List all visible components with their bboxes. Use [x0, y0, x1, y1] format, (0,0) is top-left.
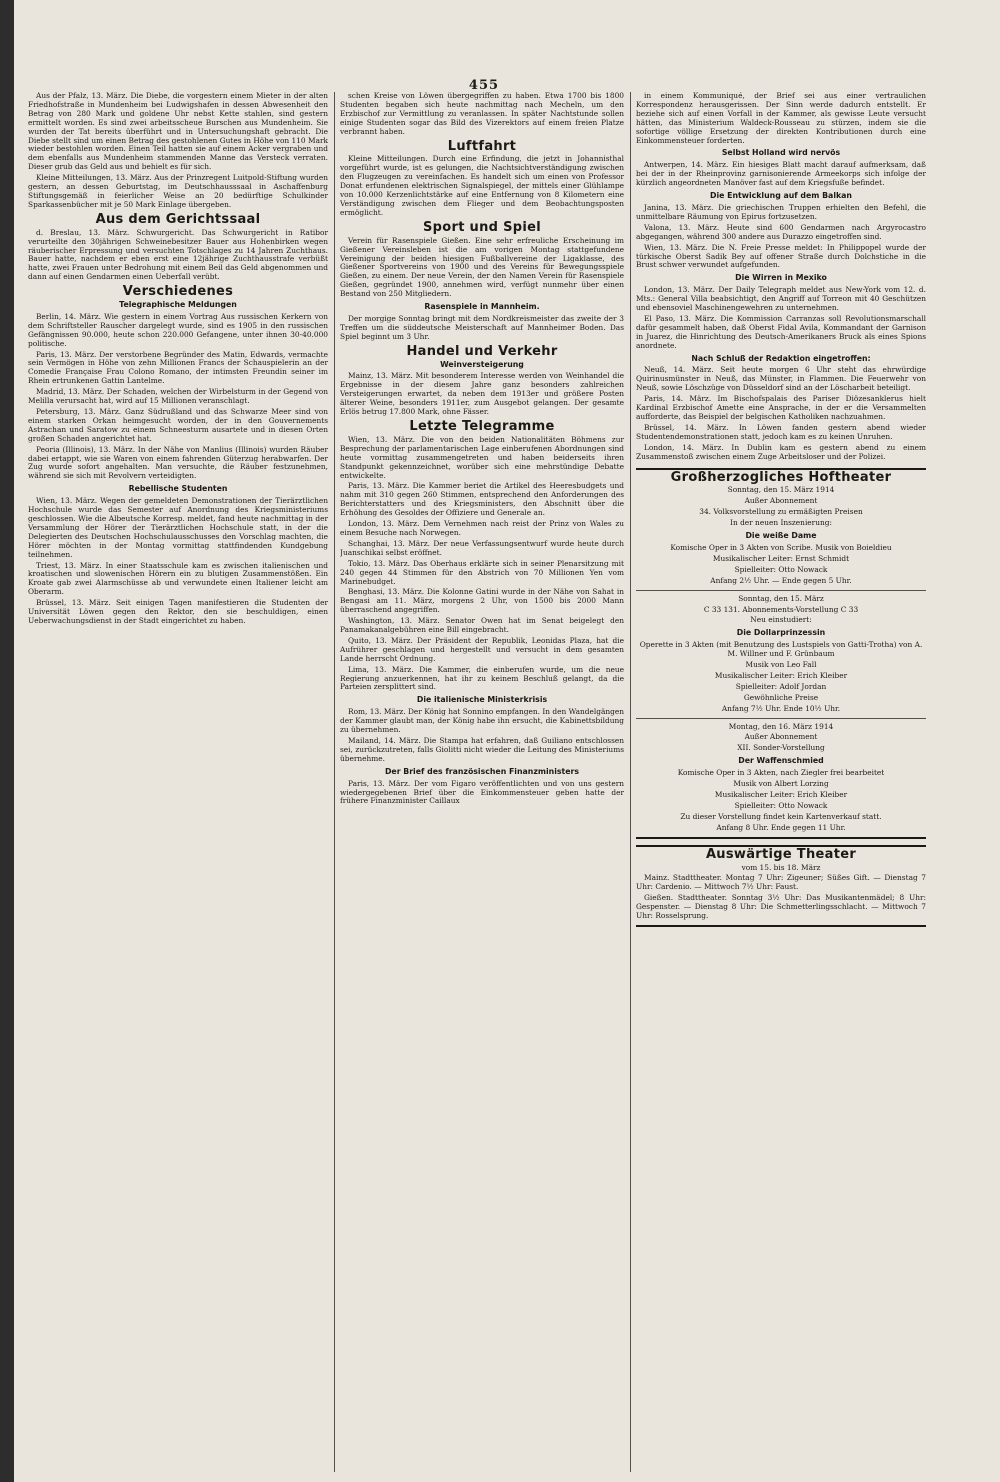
subheading-rebellische-studenten: Rebellische Studenten: [128, 484, 228, 494]
theater-line: XII. Sonder-Vorstellung: [737, 743, 825, 753]
theater-line: Außer Abonnement: [744, 732, 818, 742]
article-neuss: Neuß, 14. März. Seit heute morgen 6 Uhr steht das ehrwürdige Quirinusmünster in Neuß, das Münster, in Flammen. Die Feuerwehr von Neuß, sowie Löschzüge von Düsseldorf sind an der Löscharbeit beteiligt.: [636, 365, 926, 393]
article-paris-tel: Paris, 13. März. Die Kammer beriet die Artikel des Heeresbudgets und nahm mit 310 gegen 260 Stimmen, entsprechend den Anforderungen des Berichterstatters und des Kriegsministers, den Abschnitt über die Erhöhung des Gesoldes der Offiziere und Generale an.: [340, 481, 624, 518]
theater-line: Musik von Leo Fall: [745, 660, 817, 670]
section-heading-handel: Handel und Verkehr: [406, 343, 558, 359]
article-bruessel: Brüssel, 13. März. Seit einigen Tagen manifestieren die Studenten der Universität Löwen gegen den Rektor, den sie beschuldigen, einen Ueberwachungsdienst in der Stadt eingerichtet zu haben.: [28, 598, 328, 625]
newspaper-page: [14, 0, 1000, 1482]
subheading-brief-finanzminister: Der Brief des französischen Finanzministers: [384, 766, 580, 776]
divider: [636, 718, 926, 719]
article-loewen-cont: schen Kreise von Löwen übergegriffen zu haben. Etwa 1700 bis 1800 Studenten begaben sich heute nachmittag nach Mecheln, um den Erzbischof zur Vermittlung zu veranlassen. In später Nachtstunde sollen einige Studenten sogar das Bild des Vizerektors auf einem freien Platze verbrannt haben.: [340, 92, 624, 136]
theater-line: Spielleiter: Otto Nowack: [734, 800, 828, 810]
play-title: Die weiße Dame: [745, 531, 817, 541]
article-breslau: d. Breslau, 13. März. Schwurgericht. Das Schwurgericht in Ratibor verurteilte den 30jährigen Schweinebesitzer Bauer aus Hohenbirken wegen räuberischer Erpressung und versuchten Totschlages zu 14 Jahren Zuchthaus. Bauer hatte, nachdem er eben erst eine 12jährige Zuchthausstrafe verbüßt hatte, zwei Frauen unter Bedrohung mit einem Beil das Geld abgenommen und dann auf einen Gendarmen einen Ueberfall verübt.: [28, 227, 328, 282]
theater-line: Gewöhnliche Preise: [743, 692, 819, 702]
article-london-dublin: London, 14. März. In Dublin kam es gestern abend zu einem Zusammenstoß zwischen einem Zuge Arbeitsloser und der Polizei.: [636, 442, 926, 461]
theater-line: Neu einstudiert:: [750, 615, 812, 625]
article-lima: Lima, 13. März. Die Kammer, die einberufen wurde, um die neue Regierung anzuerkennen, hat ihr zu keinem Beschluß gelangt, da die Parteien zersplittert sind.: [340, 664, 624, 692]
column-divider-right: [630, 92, 631, 1472]
subheading-italienische-ministerkrisis: Die italienische Ministerkrisis: [416, 695, 548, 705]
section-heading-sport: Sport und Spiel: [423, 219, 541, 235]
column-left: [28, 92, 328, 1472]
theater-line: Operette in 3 Akten (mit Benutzung des Lustspiels von Gatti-Trotha) von A. M. Willner und F. Grünbaum: [639, 640, 923, 659]
section-heading-verschiedenes: Verschiedenes: [122, 284, 234, 300]
subheading-telegraphische-meldungen: Telegraphische Meldungen: [119, 300, 237, 310]
article-triest: Triest, 13. März. In einer Staatsschule kam es zwischen italienischen und kroatischen und slowenischen Hörern ein zu blutigen Zusammenstößen. Ein Kroate gab zwei Alarmschüsse ab und verwundete einen Italiener leicht am Oberarm.: [28, 560, 328, 597]
article-london-mexiko: London, 13. März. Der Daily Telegraph meldet aus New-York vom 12. d. Mts.: General Villa beabsichtigt, den Angriff auf Torreon mit 40 Geschützen und ebensoviel Maschinengewehren zu unternehmen.: [636, 285, 926, 313]
article-quito: Quito, 13. März. Der Präsident der Republik, Leonidas Plaza, hat die Aufrührer geschlagen und hergestellt und versucht in dem gesamten Lande herrscht Ordnung.: [340, 635, 624, 663]
theater-line: Anfang 2½ Uhr. — Ende gegen 5 Uhr.: [710, 575, 852, 585]
article-paris-kardinal: Paris, 14. März. Im Bischofspalais des Pariser Diözesanklerus hielt Kardinal Erzbischof Amette eine Ansprache, in der er die Versammelten aufforderte, das Beispiel der belgischen Katholiken nachzuahmen.: [636, 394, 926, 421]
theater-line: Montag, den 16. März 1914: [728, 721, 834, 731]
article-london-tel: London, 13. März. Dem Vernehmen nach reist der Prinz von Wales zu einem Besuche nach Norwegen.: [340, 519, 624, 537]
article-peoria: Peoria (Illinois), 13. März. In der Nähe von Manlius (Illinois) wurden Räuber dabei ertappt, wie sie Waren von einem fahrenden Güterzug herabwarfen. Der Zug wurde sofort angehalten. Man versuchte, die Räuber festzunehmen, während sie sich mit Revolvern verteidigten.: [28, 444, 328, 481]
article-antwerpen: Antwerpen, 14. März. Ein hiesiges Blatt macht darauf aufmerksam, daß bei der in der Rheinprovinz garnisonierende Armeekorps sich infolge der kürzlich angeordneten Manöver fast auf dem Kriegsfuße befindet.: [636, 160, 926, 188]
article-mainz-wein: Mainz, 13. März. Mit besonderem Interesse werden von Weinhandel die Ergebnisse in der diesem Jahre ganz besonders zahlreichen Versteigerungen erwartet, da neben dem 1913er und größere Posten älterer Weine, besonders 1911er, zum Ausgebot gelangen. Der gesamte Erlös betrug 17.800 Mark, ohne Fässer.: [340, 371, 624, 417]
article-tokio: Tokio, 13. März. Das Oberhaus erklärte sich in seiner Plenarsitzung mit 240 gegen 44 Stimmen für den Abstrich von 70 Millionen Yen vom Marinebudget.: [340, 558, 624, 586]
column-middle: [340, 92, 624, 1472]
article-bruessel-loewen: Brüssel, 14. März. In Löwen fanden gestern abend wieder Studentendemonstrationen statt, jedoch kam es zu keinen Unruhen.: [636, 422, 926, 441]
article-schanghai: Schanghai, 13. März. Der neue Verfassungsentwurf wurde heute durch Juanschikai selbst eröffnet.: [340, 538, 624, 557]
article-berlin: Berlin, 14. März. Wie gestern in einem Vortrag Aus russischen Kerkern von dem Schriftsteller Rauscher dargelegt wurde, sind es 1905 in den russischen Gefängnissen 90.000, heute schon 220.000 Gefangene, unter ihnen 30-40.000 politische.: [28, 311, 328, 348]
article-valona: Valona, 13. März. Heute sind 600 Gendarmen nach Argyrocastro abgegangen, während 300 andere aus Durazzo eingetroffen sind.: [636, 222, 926, 241]
article-janina: Janina, 13. März. Die griechischen Truppen erhielten den Befehl, die unmittelbare Räumung von Epirus fortzusetzen.: [636, 202, 926, 221]
article-washington: Washington, 13. März. Senator Owen hat im Senat beigelegt den Panamakanalgebühren eine Bill eingebracht.: [340, 616, 624, 635]
article-paris-figaro: Paris, 13. März. Der vom Figaro veröffentlichten und von uns gestern wiedergegebenen Brief über die Einkommensteuer geben hatte der frühere Finanzminister Caillaux: [340, 778, 624, 806]
auswaertige-theater-title: Auswärtige Theater: [705, 846, 857, 862]
auswaertig-line: Mainz. Stadttheater. Montag 7 Uhr: Zigeuner; Süßes Gift. — Dienstag 7 Uhr: Cardenio. — Mittwoch 7½ Uhr: Faust.: [636, 873, 926, 892]
article-madrid: Madrid, 13. März. Der Schaden, welchen der Wirbelsturm in der Gegend von Melilla verursacht hat, wird auf 15 Millionen veranschlagt.: [28, 387, 328, 406]
divider: [636, 590, 926, 591]
article-rom: Rom, 13. März. Der König hat Sonnino empfangen. In den Wandelgängen der Kammer glaubt man, der König habe ihn ersucht, die Kabinettsbildung zu übernehmen.: [340, 707, 624, 735]
column-divider-left: [334, 92, 335, 1472]
section-heading-luftfahrt: Luftfahrt: [447, 138, 517, 154]
theater-line: Anfang 7½ Uhr. Ende 10½ Uhr.: [721, 703, 841, 713]
article-pfalz: Aus der Pfalz, 13. März. Die Diebe, die vorgestern einem Mieter in der alten Friedhofstraße in Mundenheim bei Ludwigshafen in dessen Abwesenheit den Betrag von 280 Mark und goldene Uhr nebst Kette stahlen, sind gestern ermittelt worden. Es sind zwei arbeitsscheue Burschen aus Mundenheim. Sie wurden der Tat bereits überführt und in Untersuchungshaft gebracht. Die Diebe stellt sind um einen Betrag des gestohlenen Gutes in Höhe von 110 Mark wieder bestohlen worden. Einen Teil hatten sie auf einem Acker vergraben und dem ebenfalls aus Mundenheim stammenden Manne das Versteck verraten. Dieser grub das Geld aus und behielt es für sich.: [28, 92, 328, 172]
auswaertige-theater: [636, 845, 926, 927]
theater-line: Komische Oper in 3 Akten von Scribe. Musik von Boieldieu: [670, 542, 892, 552]
theater-line: Musikalischer Leiter: Ernst Schmidt: [712, 553, 850, 563]
theater-line: Musikalischer Leiter: Erich Kleiber: [714, 670, 848, 680]
column-right: [636, 92, 926, 1472]
subheading-holland: Selbst Holland wird nervös: [721, 148, 841, 158]
subheading-mexiko: Die Wirren in Mexiko: [735, 273, 827, 283]
theater-line: Sonntag, den 15. März: [738, 593, 824, 603]
section-heading-gerichtssaal: Aus dem Gerichtssaal: [95, 211, 261, 227]
play-title: Der Waffenschmied: [738, 756, 824, 766]
theater-line: Anfang 8 Uhr. Ende gegen 11 Uhr.: [716, 822, 846, 832]
article-luft-mitteilungen: Kleine Mitteilungen. Durch eine Erfindung, die jetzt in Johannisthal vorgeführt wurde, ist es gelungen, die Nachtsichtverständigung zwischen den Flugzeugen zu vereinfachen. Es handelt sich um einen von Professor Donat erfundenen elektrischen Signalspiegel, der mittels einer Glühlampe von 10.000 Kerzenlichtstärke auf eine Entfernung von 8 Kilometern eine Verständigung zwischen dem Flieger und dem Beobachtungsposten ermöglicht.: [340, 154, 624, 217]
hoftheater-title: Großherzogliches Hoftheater: [670, 469, 892, 485]
article-rasenspiele-giessen: Verein für Rasenspiele Gießen. Eine sehr erfreuliche Erscheinung im Gießener Vereinsleben ist die am vorigen Montag stattgefundene Vereinigung der beiden hiesigen Fußballvereine der Ligaklasse, des Gießener Sportvereins von 1900 und des Vereins für Bewegungsspiele Gießen, zu einem. Der neue Verein, der den Namen Verein für Rasenspiele Gießen, gegründet 1900, annehmen wird, verfügt nunmehr über einen Bestand von 250 Mitgliedern.: [340, 235, 624, 299]
hoftheater-announcement: [636, 468, 926, 839]
theater-line: Spielleiter: Adolf Jordan: [735, 681, 827, 691]
auswaertig-line: Gießen. Stadttheater. Sonntag 3½ Uhr: Das Musikantenmädel; 8 Uhr: Gespenster. — Dienstag 8 Uhr: Die Schmetterlingsschlacht. — Mittwoch 7 Uhr: Rosselsprung.: [636, 893, 926, 921]
theater-line: 34. Volksvorstellung zu ermäßigten Preisen: [699, 507, 863, 517]
auswaertig-line: vom 15. bis 18. März: [741, 862, 821, 872]
article-benghasi: Benghasi, 13. März. Die Kolonne Gatini wurde in der Nähe von Sahat in Bengasi am 11. März, morgens 2 Uhr, von 1500 bis 2000 Mann überraschend angegriffen.: [340, 587, 624, 615]
subheading-rasenspiele-mannheim: Rasenspiele in Mannheim.: [424, 302, 540, 312]
article-mannheim: Der morgige Sonntag bringt mit dem Nordkreismeister das zweite der 3 Treffen um die süddeutsche Meisterschaft auf Mannheimer Boden. Das Spiel beginnt um 3 Uhr.: [340, 313, 624, 341]
article-wien-balkan: Wien, 13. März. Die N. Freie Presse meldet: In Philippopel wurde der türkische Oberst Sadik Bey auf offener Straße durch Dolchstiche in die Brust schwer verwundet aufgefunden.: [636, 242, 926, 270]
theater-line: Sonntag, den 15. März 1914: [727, 485, 835, 495]
article-kommunique: in einem Kommuniqué, der Brief sei aus einer vertraulichen Korrespondenz herausgerissen. Der Sinn werde dadurch entstellt. Er beziehe sich auf einen Vorfall in der Kammer, als gewisse Leute versucht hätten, das Ministerium Waldeck-Rousseau zu stürzen, indem sie die sofortige völlige Ersetzung der direkten Kontributionen durch eine Einkommensteuer forderten.: [636, 92, 926, 145]
theater-line: Zu dieser Vorstellung findet kein Kartenverkauf statt.: [680, 811, 882, 821]
theater-line: Komische Oper in 3 Akten, nach Ziegler frei bearbeitet: [677, 768, 885, 778]
article-petersburg: Petersburg, 13. März. Ganz Südrußland und das Schwarze Meer sind von einem starken Orkan heimgesucht worden, der in den Gouvernements Astrachan und Saratow zu einem Schneesturm ausartete und in diesen Orten großen Schaden angerichtet hat.: [28, 407, 328, 443]
subheading-nach-schluss: Nach Schluß der Redaktion eingetroffen:: [691, 353, 871, 363]
play-title: Die Dollarprinzessin: [736, 628, 826, 638]
theater-line: Spielleiter: Otto Nowack: [734, 564, 828, 574]
article-el-paso: El Paso, 13. März. Die Kommission Carranzas soll Revolutionsmarschall dafür gesammelt haben, daß Oberst Fidal Avila, Kommandant der Garnison in Juarez, die Hinrichtung des Deutsch-Amerikaners Bruck als eines Spions anordnete.: [636, 313, 926, 350]
book-binding: [0, 0, 14, 1482]
page-number: 455: [468, 78, 500, 93]
theater-line: Musikalischer Leiter: Erich Kleiber: [714, 790, 848, 799]
article-wien-tel: Wien, 13. März. Die von den beiden Nationalitäten Böhmens zur Besprechung der parlamentarischen Lage einberufenen Abordnungen sind heute vormittag zusammengetreten und haben beiderseits ihren Standpunkt gekennzeichnet, worüber sich eine mehrstündige Debatte entwickelte.: [340, 434, 624, 480]
article-mailand: Mailand, 14. März. Die Stampa hat erfahren, daß Guiliano entschlossen sei, zurückzutreten, falls Giolitti nicht wieder die Leitung des Ministeriums übernehme.: [340, 736, 624, 763]
article-wien: Wien, 13. März. Wegen der gemeldeten Demonstrationen der Tierärztlichen Hochschule wurde das Semester auf Anordnung des Kriegsministeriums geschlossen. Wie die Albeutsche Korresp. meldet, fand heute nachmittag in der Versammlung der Hörer der Tierärztlichen Hochschule statt, in der die Delegierten des Deutschen Hochschulausschusses den Vorschlag machten, die Hörer möchten in der Montag vormittag stattfindenden Kundgebung teilnehmen.: [28, 496, 328, 559]
theater-line: C 33 131. Abonnements-Vorstellung C 33: [703, 604, 859, 614]
subheading-balkan: Die Entwicklung auf dem Balkan: [709, 191, 852, 201]
article-paris: Paris, 13. März. Der verstorbene Begründer des Matin, Edwards, vermachte sein Vermögen in Höhe von zehn Millionen Francs der Schauspielerin an der Comedie Française Frau Colono Romano, der intimsten Freundin seiner im Rhein ertrunkenen Gattin Lantelme.: [28, 349, 328, 386]
theater-line: Musik von Albert Lorzing: [733, 779, 829, 789]
theater-line: In der neuen Inszenierung:: [730, 518, 832, 528]
section-heading-letzte-telegramme: Letzte Telegramme: [409, 419, 555, 434]
article-kleine-mitteilungen: Kleine Mitteilungen, 13. März. Aus der Prinzregent Luitpold-Stiftung wurden gestern, an dessen Geburtstag, im Deutschhausssaal in Aschaffenburg Stiftungsgemäß in feierlicher Weise an 20 bedürftige Schulkinder Sparkassenbücher mit je 50 Mark Einlage übergeben.: [28, 173, 328, 209]
theater-line: Außer Abonnement: [744, 496, 818, 506]
subheading-weinversteigerung: Weinversteigerung: [440, 359, 524, 369]
